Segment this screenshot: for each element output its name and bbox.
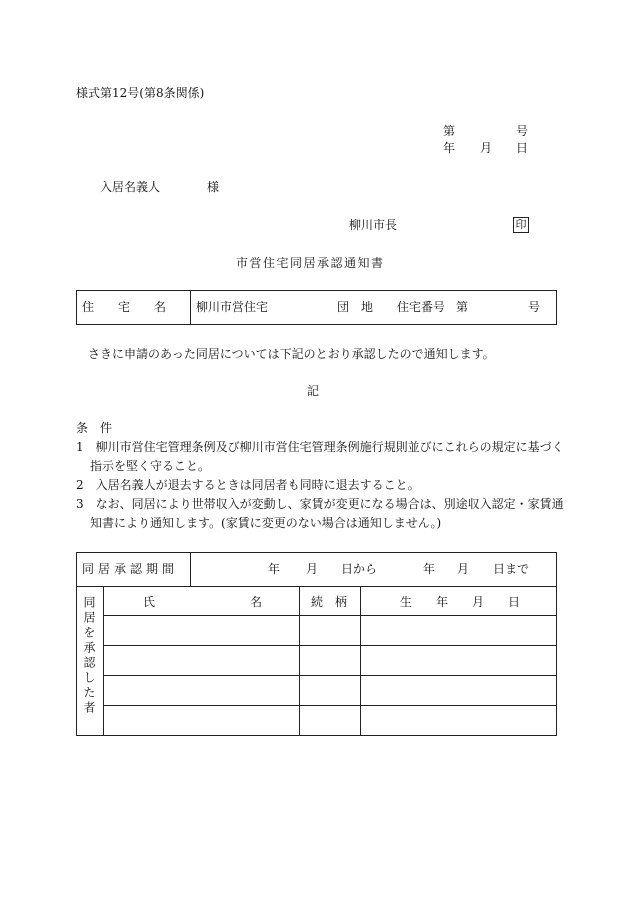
addressee-name: 入居名義人	[100, 180, 161, 194]
house-label: 住 宅 名	[82, 300, 167, 314]
relation-birth-divider	[360, 586, 361, 736]
name-relation-divider	[299, 586, 300, 736]
col-relation: 続 柄	[311, 595, 348, 609]
col-name-2: 名	[250, 595, 263, 609]
condition-item-1: 1 柳川市営住宅管理条例及び柳川市営住宅管理条例施行規則並びにこれらの規定に基づく指示を堅く守ること。	[76, 440, 564, 473]
doc-number-suffix: 号	[516, 124, 529, 138]
col-name-1: 氏	[143, 595, 156, 609]
house-number-suffix: 号	[528, 300, 541, 314]
table-row	[103, 645, 557, 646]
period-from-day: 日から	[341, 562, 378, 576]
col-birth-4: 日	[508, 595, 521, 609]
table-row	[103, 705, 557, 706]
side-label: 同居を承認した者	[82, 596, 96, 716]
house-name: 柳川市営住宅	[196, 300, 269, 314]
doc-number-prefix: 第	[443, 124, 456, 138]
date-day: 日	[516, 141, 529, 155]
period-label: 同居承認期間	[82, 562, 179, 576]
intro-text: さきに申請のあった同居については下記のとおり承認したので通知します。	[88, 347, 495, 361]
col-birth-1: 生	[400, 595, 413, 609]
house-box-divider	[190, 290, 191, 325]
house-number-prefix: 第	[456, 300, 469, 314]
form-number: 様式第12号(第8条関係)	[76, 86, 205, 100]
estate-label: 団 地	[337, 300, 374, 314]
document-title: 市営住宅同居承認通知書	[236, 256, 385, 270]
period-from-month: 月	[306, 562, 319, 576]
period-from-year: 年	[268, 562, 281, 576]
issuer-title: 柳川市長	[349, 218, 398, 232]
side-label-divider	[103, 586, 104, 736]
ki-mark: 記	[307, 384, 320, 398]
table-line-period	[76, 586, 557, 587]
date-year: 年	[443, 141, 456, 155]
table-row	[103, 615, 557, 616]
date-month: 月	[480, 141, 493, 155]
conditions-heading: 条 件	[76, 421, 113, 435]
table-row	[103, 675, 557, 676]
period-to-day: 日まで	[493, 562, 530, 576]
house-number-label: 住宅番号	[397, 300, 446, 314]
approval-table	[76, 552, 557, 736]
addressee-honorific: 様	[207, 180, 220, 194]
period-to-month: 月	[457, 562, 470, 576]
condition-item-2: 2 入居名義人が退去するときは同居者も同時に退去すること。	[76, 478, 420, 492]
period-to-year: 年	[423, 562, 436, 576]
seal-mark: 印	[513, 217, 529, 233]
col-birth-3: 月	[472, 595, 485, 609]
col-birth-2: 年	[436, 595, 449, 609]
condition-item-3: 3 なお、同居により世帯収入が変動し、家賃が変更になる場合は、別途収入認定・家賃通知書により通知します。(家賃に変更のない場合は通知しません。)	[76, 497, 564, 530]
table-line-period-divider	[190, 552, 191, 586]
